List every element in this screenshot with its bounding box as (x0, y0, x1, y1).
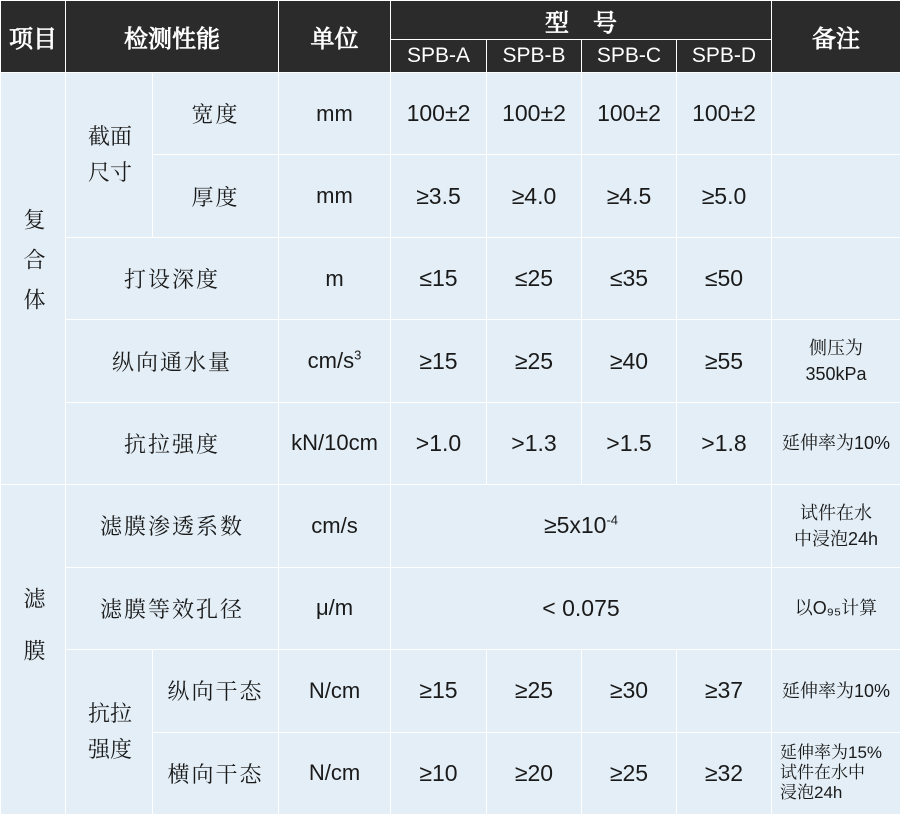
unit-cell: μ/m (279, 567, 391, 649)
value-cell: ≥30 (582, 650, 677, 732)
remark-cell (772, 155, 900, 237)
property-permeability: 滤膜渗透系数 (66, 485, 279, 567)
header-item: 项目 (1, 1, 66, 73)
value-cell: ≥10 (391, 732, 487, 815)
unit-cell: mm (279, 155, 391, 237)
table-row (1, 320, 900, 402)
remark-cell: 延伸率为15% 试件在水中 浸泡24h (772, 732, 900, 815)
value-cell: ≥55 (677, 320, 772, 402)
table-row (1, 73, 900, 155)
value-cell: ≤15 (391, 237, 487, 319)
property-thickness: 厚度 (153, 155, 279, 237)
value-cell: ≥37 (677, 650, 772, 732)
property-dry: 纵向干态 (153, 650, 279, 732)
value-cell: ≤35 (582, 237, 677, 319)
category-label: 复合体 (21, 208, 46, 329)
unit-cell: $cm/s^3$ (279, 320, 391, 402)
property-flow: 纵向通水量 (66, 320, 279, 402)
tensile-strength-label: 抗拉 强度 (66, 650, 153, 815)
unit-cell: mm (279, 73, 391, 155)
model-spb-a: SPB-A (391, 40, 487, 73)
value-cell: ≤50 (677, 237, 772, 319)
value-cell: >1.0 (391, 402, 487, 484)
value-cell: ≥25 (487, 650, 582, 732)
remark-cell: 延伸率为10% (772, 402, 900, 484)
property-width: 宽度 (153, 73, 279, 155)
value-cell: ≥15 (391, 320, 487, 402)
unit-cell: m (279, 237, 391, 319)
value-cell: ≥4.0 (487, 155, 582, 237)
category-composite (1, 73, 66, 485)
remark-cell: 延伸率为10% (772, 650, 900, 732)
value-cell: ≥15 (391, 650, 487, 732)
value-cell: 100±2 (391, 73, 487, 155)
unit-cell: N/cm (279, 650, 391, 732)
unit-cell: N/cm (279, 732, 391, 815)
value-cell: ≥32 (677, 732, 772, 815)
remark-cell: 试件在水 中浸泡24h (772, 485, 900, 567)
model-spb-c: SPB-C (582, 40, 677, 73)
value-cell: < 0.075 (391, 567, 772, 649)
table-row (1, 567, 900, 649)
model-spb-d: SPB-D (677, 40, 772, 73)
value-cell: >1.3 (487, 402, 582, 484)
value-cell: ≥3.5 (391, 155, 487, 237)
property-depth: 打设深度 (66, 237, 279, 319)
section-size-label: 截面 尺寸 (66, 73, 153, 238)
value-cell: $\ge 5x10^{-4}$ (391, 485, 772, 567)
value-cell: >1.5 (582, 402, 677, 484)
value-cell: ≥25 (487, 320, 582, 402)
value-cell: 100±2 (487, 73, 582, 155)
category-label: 滤膜 (21, 587, 46, 692)
header-unit: 单位 (279, 1, 391, 73)
table-row (1, 402, 900, 484)
remark-cell: 侧压为 350kPa (772, 320, 900, 402)
property-pore: 滤膜等效孔径 (66, 567, 279, 649)
header-model: 型 号 (391, 1, 772, 40)
category-filter (1, 485, 66, 815)
value-cell: 100±2 (582, 73, 677, 155)
header-remark: 备注 (772, 1, 900, 73)
value-cell: ≤25 (487, 237, 582, 319)
unit-cell: cm/s (279, 485, 391, 567)
table-row (1, 485, 900, 567)
value-cell: ≥40 (582, 320, 677, 402)
table-row (1, 650, 900, 732)
value-cell: 100±2 (677, 73, 772, 155)
remark-cell (772, 237, 900, 319)
value-cell: ≥4.5 (582, 155, 677, 237)
property-tensile: 抗拉强度 (66, 402, 279, 484)
table-row (1, 237, 900, 319)
property-wet: 横向干态 (153, 732, 279, 815)
value-cell: >1.8 (677, 402, 772, 484)
remark-cell (772, 73, 900, 155)
value-cell: ≥5.0 (677, 155, 772, 237)
header-property: 检测性能 (66, 1, 279, 73)
remark-cell: 以O₉₅计算 (772, 567, 900, 649)
value-cell: ≥20 (487, 732, 582, 815)
unit-cell: kN/10cm (279, 402, 391, 484)
model-spb-b: SPB-B (487, 40, 582, 73)
value-cell: ≥25 (582, 732, 677, 815)
